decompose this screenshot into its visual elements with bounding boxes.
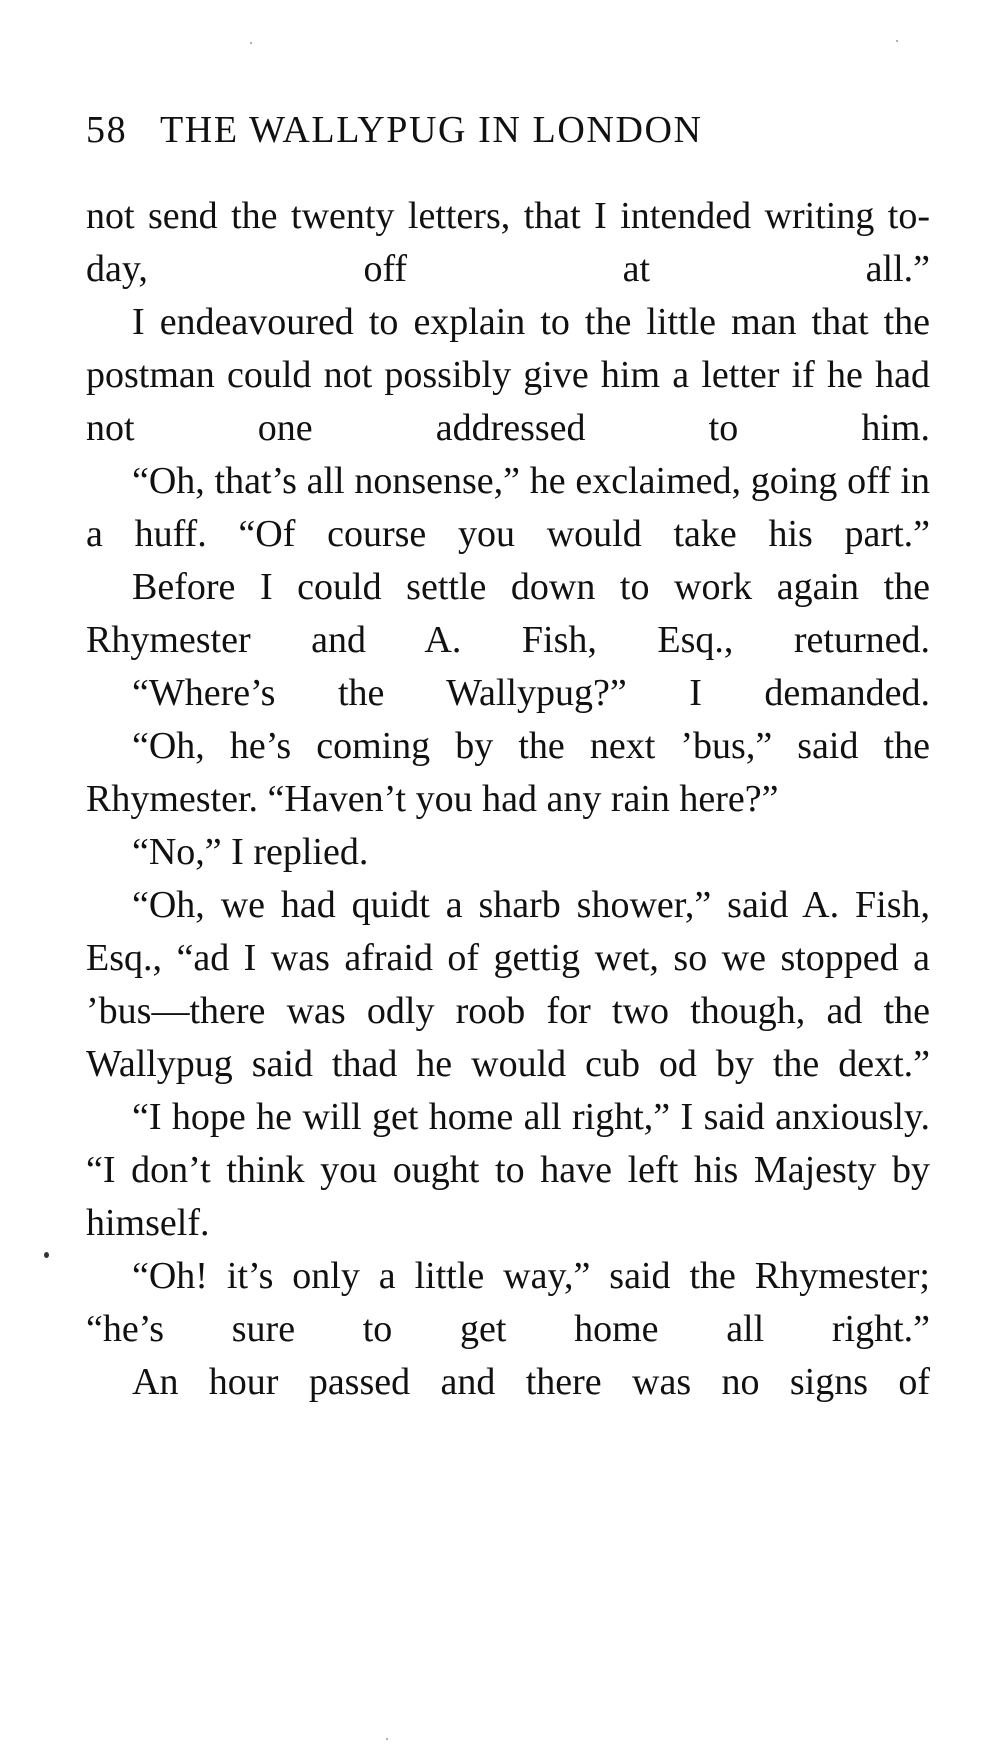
body-text: [86, 190, 930, 1409]
paragraph: Before I could settle down to work again the Rhymester and A. Fish, Esq., returned.: [86, 566, 930, 661]
running-title: THE WALLYPUG IN LONDON: [160, 109, 703, 151]
print-speck: [250, 42, 252, 44]
paragraph: “No,” I replied.: [132, 831, 369, 873]
paragraph: “Oh! it’s only a little way,” said the Rhymester; “he’s sure to get home all right.”: [86, 1255, 930, 1350]
paragraph: “Oh, that’s all nonsense,” he exclaimed, going off in a huff. “Of course you would take his part.”: [86, 460, 930, 555]
paragraph: “Oh, he’s coming by the next ’bus,” said the Rhymester. “Haven’t you had any rain here?”: [86, 725, 930, 820]
running-head: [86, 106, 916, 154]
print-speck: [44, 1252, 49, 1258]
print-speck: [386, 1738, 388, 1740]
paragraph: “Where’s the Wallypug?” I demanded.: [132, 672, 930, 714]
paragraph-continuation: not send the twenty letters, that I intended writing to-day, off at all.”: [86, 195, 930, 290]
print-speck: [896, 40, 898, 42]
paragraph: “Oh, we had quidt a sharb shower,” said A. Fish, Esq., “ad I was afraid of gettig wet, so we stopped a ’bus—there was odly roob for two though, ad the Wallypug said thad he would cub od by the dext.”: [86, 884, 930, 1085]
paragraph: “I hope he will get home all right,” I said anxiously. “I don’t think you ought to have left his Majesty by himself.: [86, 1096, 930, 1244]
paragraph-truncated: An hour passed and there was no signs of: [132, 1361, 930, 1403]
paragraph: I endeavoured to explain to the little man that the postman could not possibly give him a letter if he had not one addressed to him.: [86, 301, 930, 449]
page-number: 58: [86, 109, 128, 151]
